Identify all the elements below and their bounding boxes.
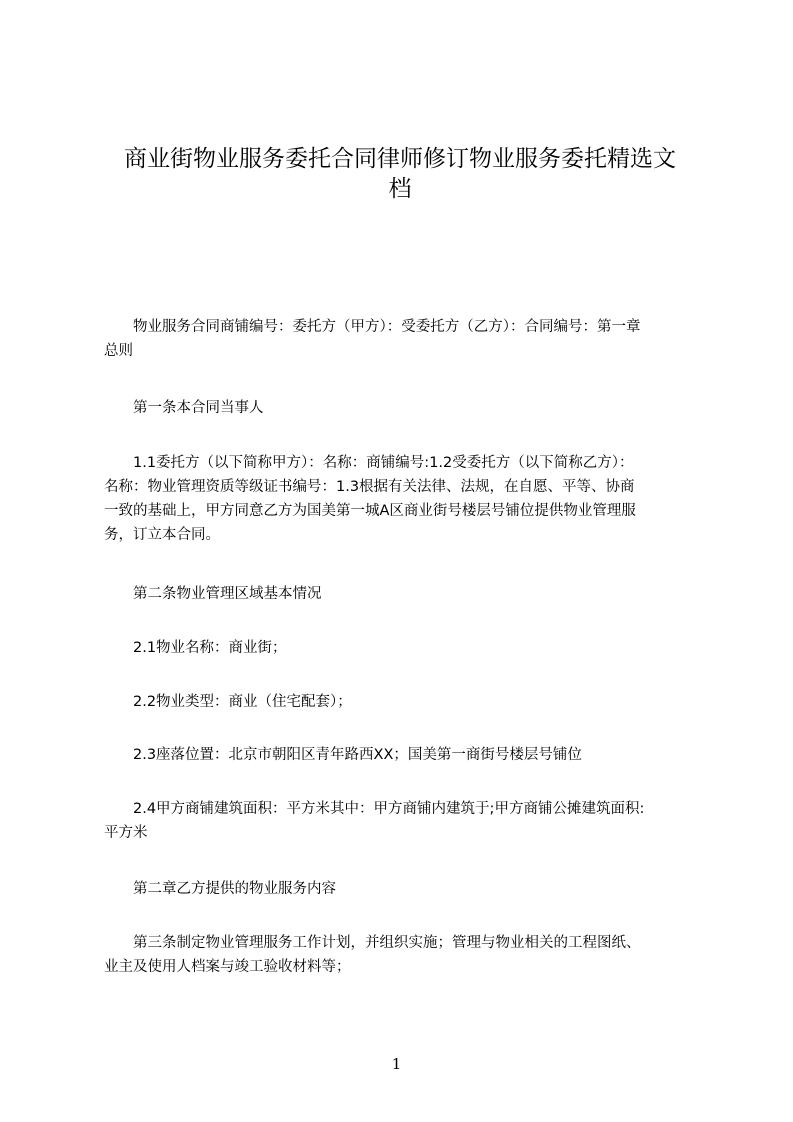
title-line-2: 档 bbox=[388, 176, 412, 202]
paragraph-parties-header bbox=[104, 315, 712, 363]
paragraph-1-1 bbox=[104, 451, 712, 547]
paragraph-chapter-2 bbox=[104, 877, 712, 901]
text-line: 务，订立本合同。 bbox=[104, 527, 220, 543]
text-line: 物业服务合同商铺编号：委托方（甲方）：受委托方（乙方）：合同编号：第一章 bbox=[104, 319, 641, 335]
text-line: 2.2物业类型：商业（住宅配套）； bbox=[104, 694, 352, 710]
text-line: 第二条物业管理区域基本情况 bbox=[104, 586, 322, 602]
text-line: 一致的基础上，甲方同意乙方为国美第一城A区商业街号楼层号铺位提供物业管理服 bbox=[104, 503, 636, 519]
text-line: 平方米 bbox=[104, 825, 148, 841]
paragraph-2-1 bbox=[104, 636, 712, 660]
text-line: 第三条制定物业管理服务工作计划，并组织实施；管理与物业相关的工程图纸、 bbox=[104, 935, 641, 951]
text-line: 第二章乙方提供的物业服务内容 bbox=[104, 881, 336, 897]
paragraph-article-2 bbox=[104, 582, 712, 606]
text-line: 2.4甲方商铺建筑面积：平方米其中：甲方商铺内建筑于;甲方商铺公摊建筑面积: bbox=[104, 801, 645, 817]
text-line: 名称：物业管理资质等级证书编号：1.3根据有关法律、法规，在自愿、平等、协商 bbox=[104, 479, 635, 495]
paragraph-article-1 bbox=[104, 396, 712, 420]
text-line: 2.1物业名称：商业街； bbox=[104, 640, 287, 656]
text-line: 第一条本合同当事人 bbox=[104, 400, 264, 416]
paragraph-2-4 bbox=[104, 797, 712, 845]
text-line: 业主及使用人档案与竣工验收材料等； bbox=[104, 959, 351, 975]
document-title bbox=[100, 144, 700, 204]
title-line-1: 商业街物业服务委托合同律师修订物业服务委托精选文 bbox=[124, 146, 676, 172]
paragraph-2-3 bbox=[104, 743, 712, 767]
paragraph-2-2 bbox=[104, 690, 712, 714]
text-line: 2.3座落位置：北京市朝阳区青年路西XX；国美第一商街号楼层号铺位 bbox=[104, 747, 582, 763]
text-line: 总则 bbox=[104, 343, 133, 359]
page-number: 1 bbox=[391, 1055, 402, 1073]
paragraph-article-3 bbox=[104, 931, 712, 979]
text-line: 1.1委托方（以下简称甲方）：名称：商铺编号:1.2受委托方（以下简称乙方）： bbox=[104, 455, 634, 471]
